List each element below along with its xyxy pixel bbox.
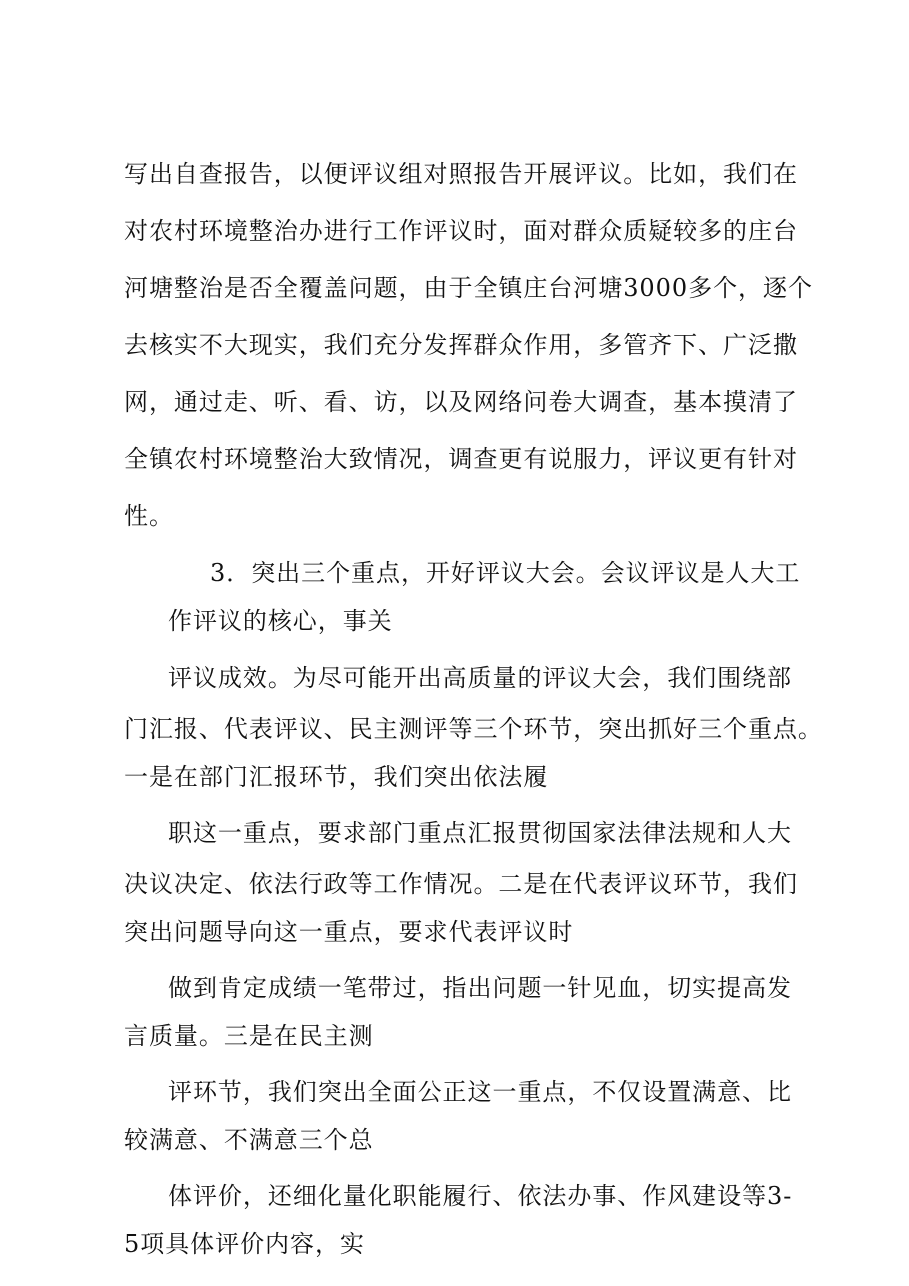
text-line: 门汇报、代表评议、民主测评等三个环节，突出抓好三个重点。 [124, 715, 823, 743]
text-line: 去核实不大现实，我们充分发挥群众作用，多管齐下、广泛撒 [124, 331, 798, 359]
text-line: 5项具体评价内容，实 [124, 1230, 365, 1258]
text-line: 体评价，还细化量化职能履行、依法办事、作风建设等3- [168, 1182, 793, 1210]
text-line: 对农村环境整治办进行工作评议时，面对群众质疑较多的庄台 [124, 217, 798, 245]
text-line: 性。 [124, 502, 174, 530]
text-line: 网，通过走、听、看、访，以及网络问卷大调查，基本摸清了 [124, 388, 798, 416]
text-line: 评议成效。为尽可能开出高质量的评议大会，我们围绕部 [168, 664, 792, 692]
text-line: 全镇农村环境整治大致情况，调查更有说服力，评议更有针对 [124, 445, 798, 473]
text-line: 作评议的核心，事关 [168, 607, 393, 635]
section-heading-line: 3．突出三个重点，开好评议大会。会议评议是人大工 [210, 559, 801, 587]
text-line: 做到肯定成绩一笔带过，指出问题一针见血，切实提高发 [168, 974, 792, 1002]
text-line: 突出问题导向这一重点，要求代表评议时 [124, 918, 574, 946]
text-line: 言质量。三是在民主测 [124, 1022, 374, 1050]
text-line: 职这一重点，要求部门重点汇报贯彻国家法律法规和人大 [168, 819, 792, 847]
text-line: 较满意、不满意三个总 [124, 1126, 374, 1154]
text-line: 一是在部门汇报环节，我们突出依法履 [124, 763, 549, 791]
text-line: 评环节，我们突出全面公正这一重点，不仅设置满意、比 [168, 1078, 792, 1106]
text-line: 河塘整治是否全覆盖问题，由于全镇庄台河塘3000多个，逐个 [124, 274, 813, 302]
text-line: 决议决定、依法行政等工作情况。二是在代表评议环节，我们 [124, 870, 798, 898]
text-line: 写出自查报告，以便评议组对照报告开展评议。比如，我们在 [124, 160, 798, 188]
